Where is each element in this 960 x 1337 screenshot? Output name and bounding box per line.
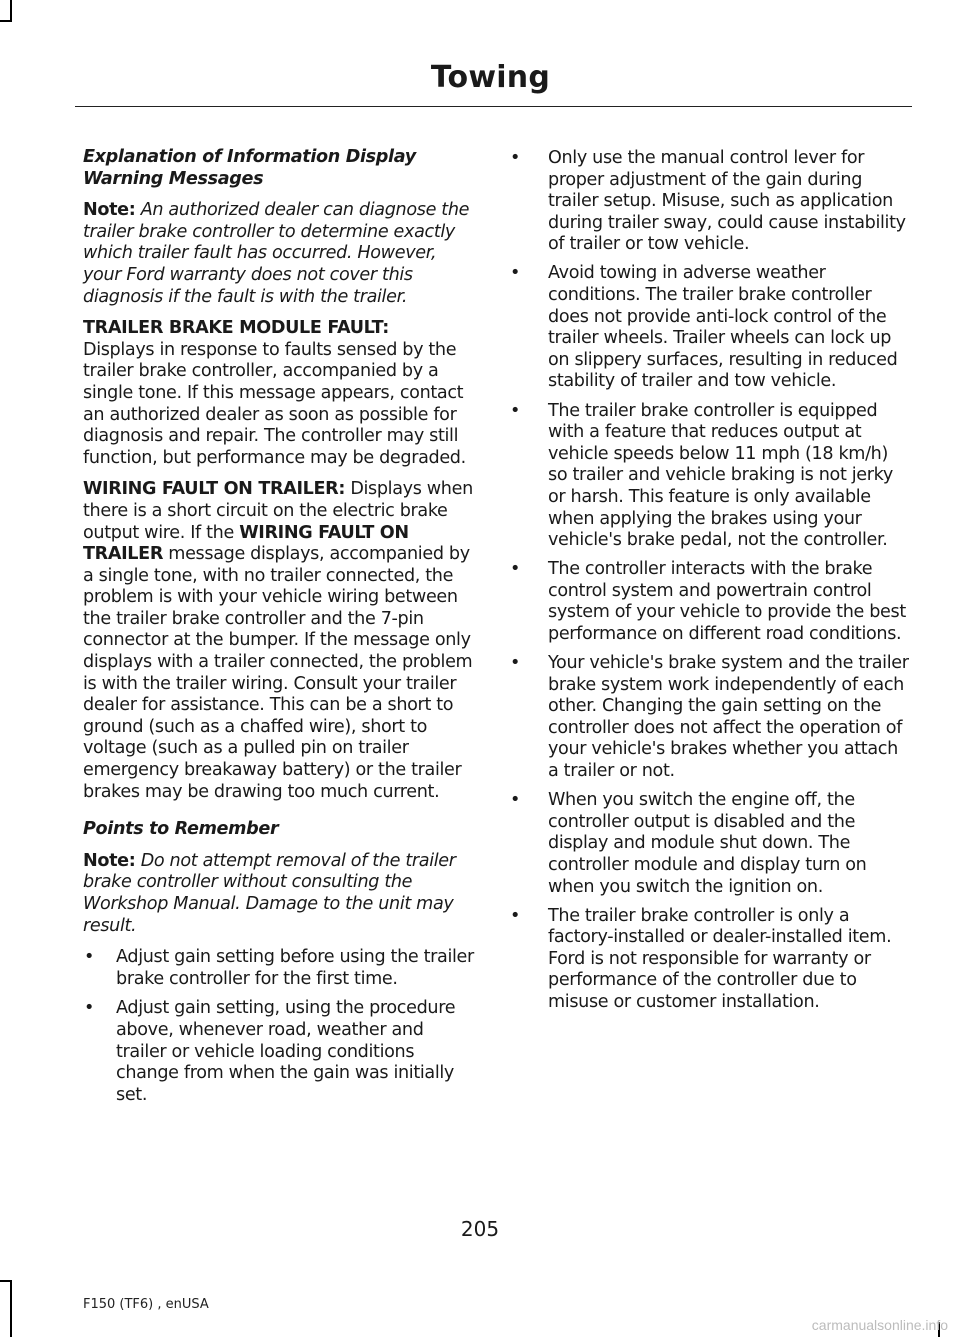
right-column [510,148,910,1021]
inline-message-label: WIRING FAULT ON TRAILER [83,522,409,565]
page-title: Towing [430,60,550,95]
list-item-text: When you switch the engine off, the controller output is disabled and the display and module shut down. The controller module and display turn on when you switch the ignition on. [548,790,867,897]
list-item-text: Adjust gain setting before using the trailer brake controller for the first time. [116,947,474,989]
bullet-glyph: • [510,905,521,926]
section-heading-warning-messages: Explanation of Information Display Warning Messages [83,147,416,189]
crop-mark-top-left [10,0,12,22]
footer-model: F150 (TF6) , enUSA [83,1297,209,1312]
note-label: Note: [83,200,136,221]
note-label: Note: [83,850,136,871]
header-divider [75,106,912,107]
list-item [83,947,478,990]
paragraph-module-fault [83,318,478,469]
crop-mark-bottom-left [10,1280,12,1337]
paragraph-text: message displays, accompanied by a single tone, with no trailer connected, the problem is with your vehicle wiring between the trailer brake controller and the 7-pin connector at the bumper. If the message only displays with a trailer connected, the problem is with the trailer wiring. Consult your trailer dealer for assistance. This can be a short to ground (such as a chaffed wire), short to voltage (such as a pulled pin on trailer emergency breakaway battery) or the trailer brakes may be drawing too much current. [83,544,473,802]
section-heading-points: Points to Remember [83,819,279,840]
bullet-glyph: • [84,998,95,1019]
list-item [510,263,910,393]
list-item-text: Your vehicle's brake system and the trailer brake system work independently of each other. Changing the gain setting on the controller does not affect the operation of your vehicle's brakes whether you attach a trailer or not. [548,653,909,782]
bullet-glyph: • [510,263,521,284]
bullet-glyph: • [510,653,521,674]
bullet-glyph: • [510,559,521,580]
crop-mark-top-left-h [0,20,12,22]
list-item-text: The controller interacts with the brake control system and powertrain control system of your vehicle to provide the best performance on different road conditions. [548,559,906,644]
list-item [83,998,478,1106]
list-item-text: Adjust gain setting, using the procedure above, whenever road, weather and trailer or vehicle loading conditions change from when the gain was initially set. [116,998,456,1105]
bullet-list-left [83,947,478,1106]
list-item [510,559,910,645]
list-item [510,790,910,898]
message-label-module-fault: TRAILER BRAKE MODULE FAULT: [83,318,389,339]
note-dealer-diagnose [83,200,478,308]
crop-mark-bottom-left-h [0,1280,12,1282]
list-item-text: The trailer brake controller is only a factory-installed or dealer-installed item. Ford is not responsible for warranty or performance of the controller due to misuse or customer installation. [548,905,892,1012]
bullet-glyph: • [510,148,521,168]
bullet-list-right [510,148,910,1014]
paragraph-wiring-fault [83,479,478,803]
list-item-text: The trailer brake controller is equipped with a feature that reduces output at vehicle speeds below 11 mph (18 km/h) so trailer and vehicle braking is not jerky or harsh. This feature is only available when applying the brakes using your vehicle's brake pedal, not the controller. [548,400,893,551]
page-number: 205 [460,1217,500,1241]
list-item-text: Avoid towing in adverse weather conditions. The trailer brake controller does not provide anti-lock control of the trailer wheels. Trailer wheels can lock up on slippery surfaces, resulting in reduced stability of trailer and tow vehicle. [548,263,898,392]
message-label-wiring-fault: WIRING FAULT ON TRAILER: [83,479,346,500]
bullet-glyph: • [510,400,521,421]
list-item [510,401,910,552]
note-removal [83,851,478,937]
left-column [83,147,478,1114]
paragraph-text: Displays in response to faults sensed by the trailer brake controller, accompanied by a single tone. If this message appears, contact an authorized dealer as soon as possible for diagnosis and repair. The controller may still function, but performance may be degraded. [83,339,466,468]
list-item [510,906,910,1014]
list-item-text: Only use the manual control lever for proper adjustment of the gain during trailer setup. Misuse, such as application during trailer sway, could cause instability of trailer or tow vehicle. [548,148,906,255]
footer-info [83,1297,209,1313]
watermark-link[interactable]: carmanualsonline.info [811,1317,948,1333]
note-text: Do not attempt removal of the trailer brake controller without consulting the Workshop Manual. Damage to the unit may result. [83,850,456,936]
bullet-glyph: • [84,947,95,968]
bullet-glyph: • [510,790,521,811]
note-text: An authorized dealer can diagnose the trailer brake controller to determine exactly which trailer fault has occurred. However, your Ford warranty does not cover this diagnosis if the fault is with the trailer. [83,200,470,307]
list-item [510,653,910,783]
paragraph-text: Displays when there is a short circuit on the electric brake output wire. If the [83,479,473,543]
list-item [510,148,910,256]
